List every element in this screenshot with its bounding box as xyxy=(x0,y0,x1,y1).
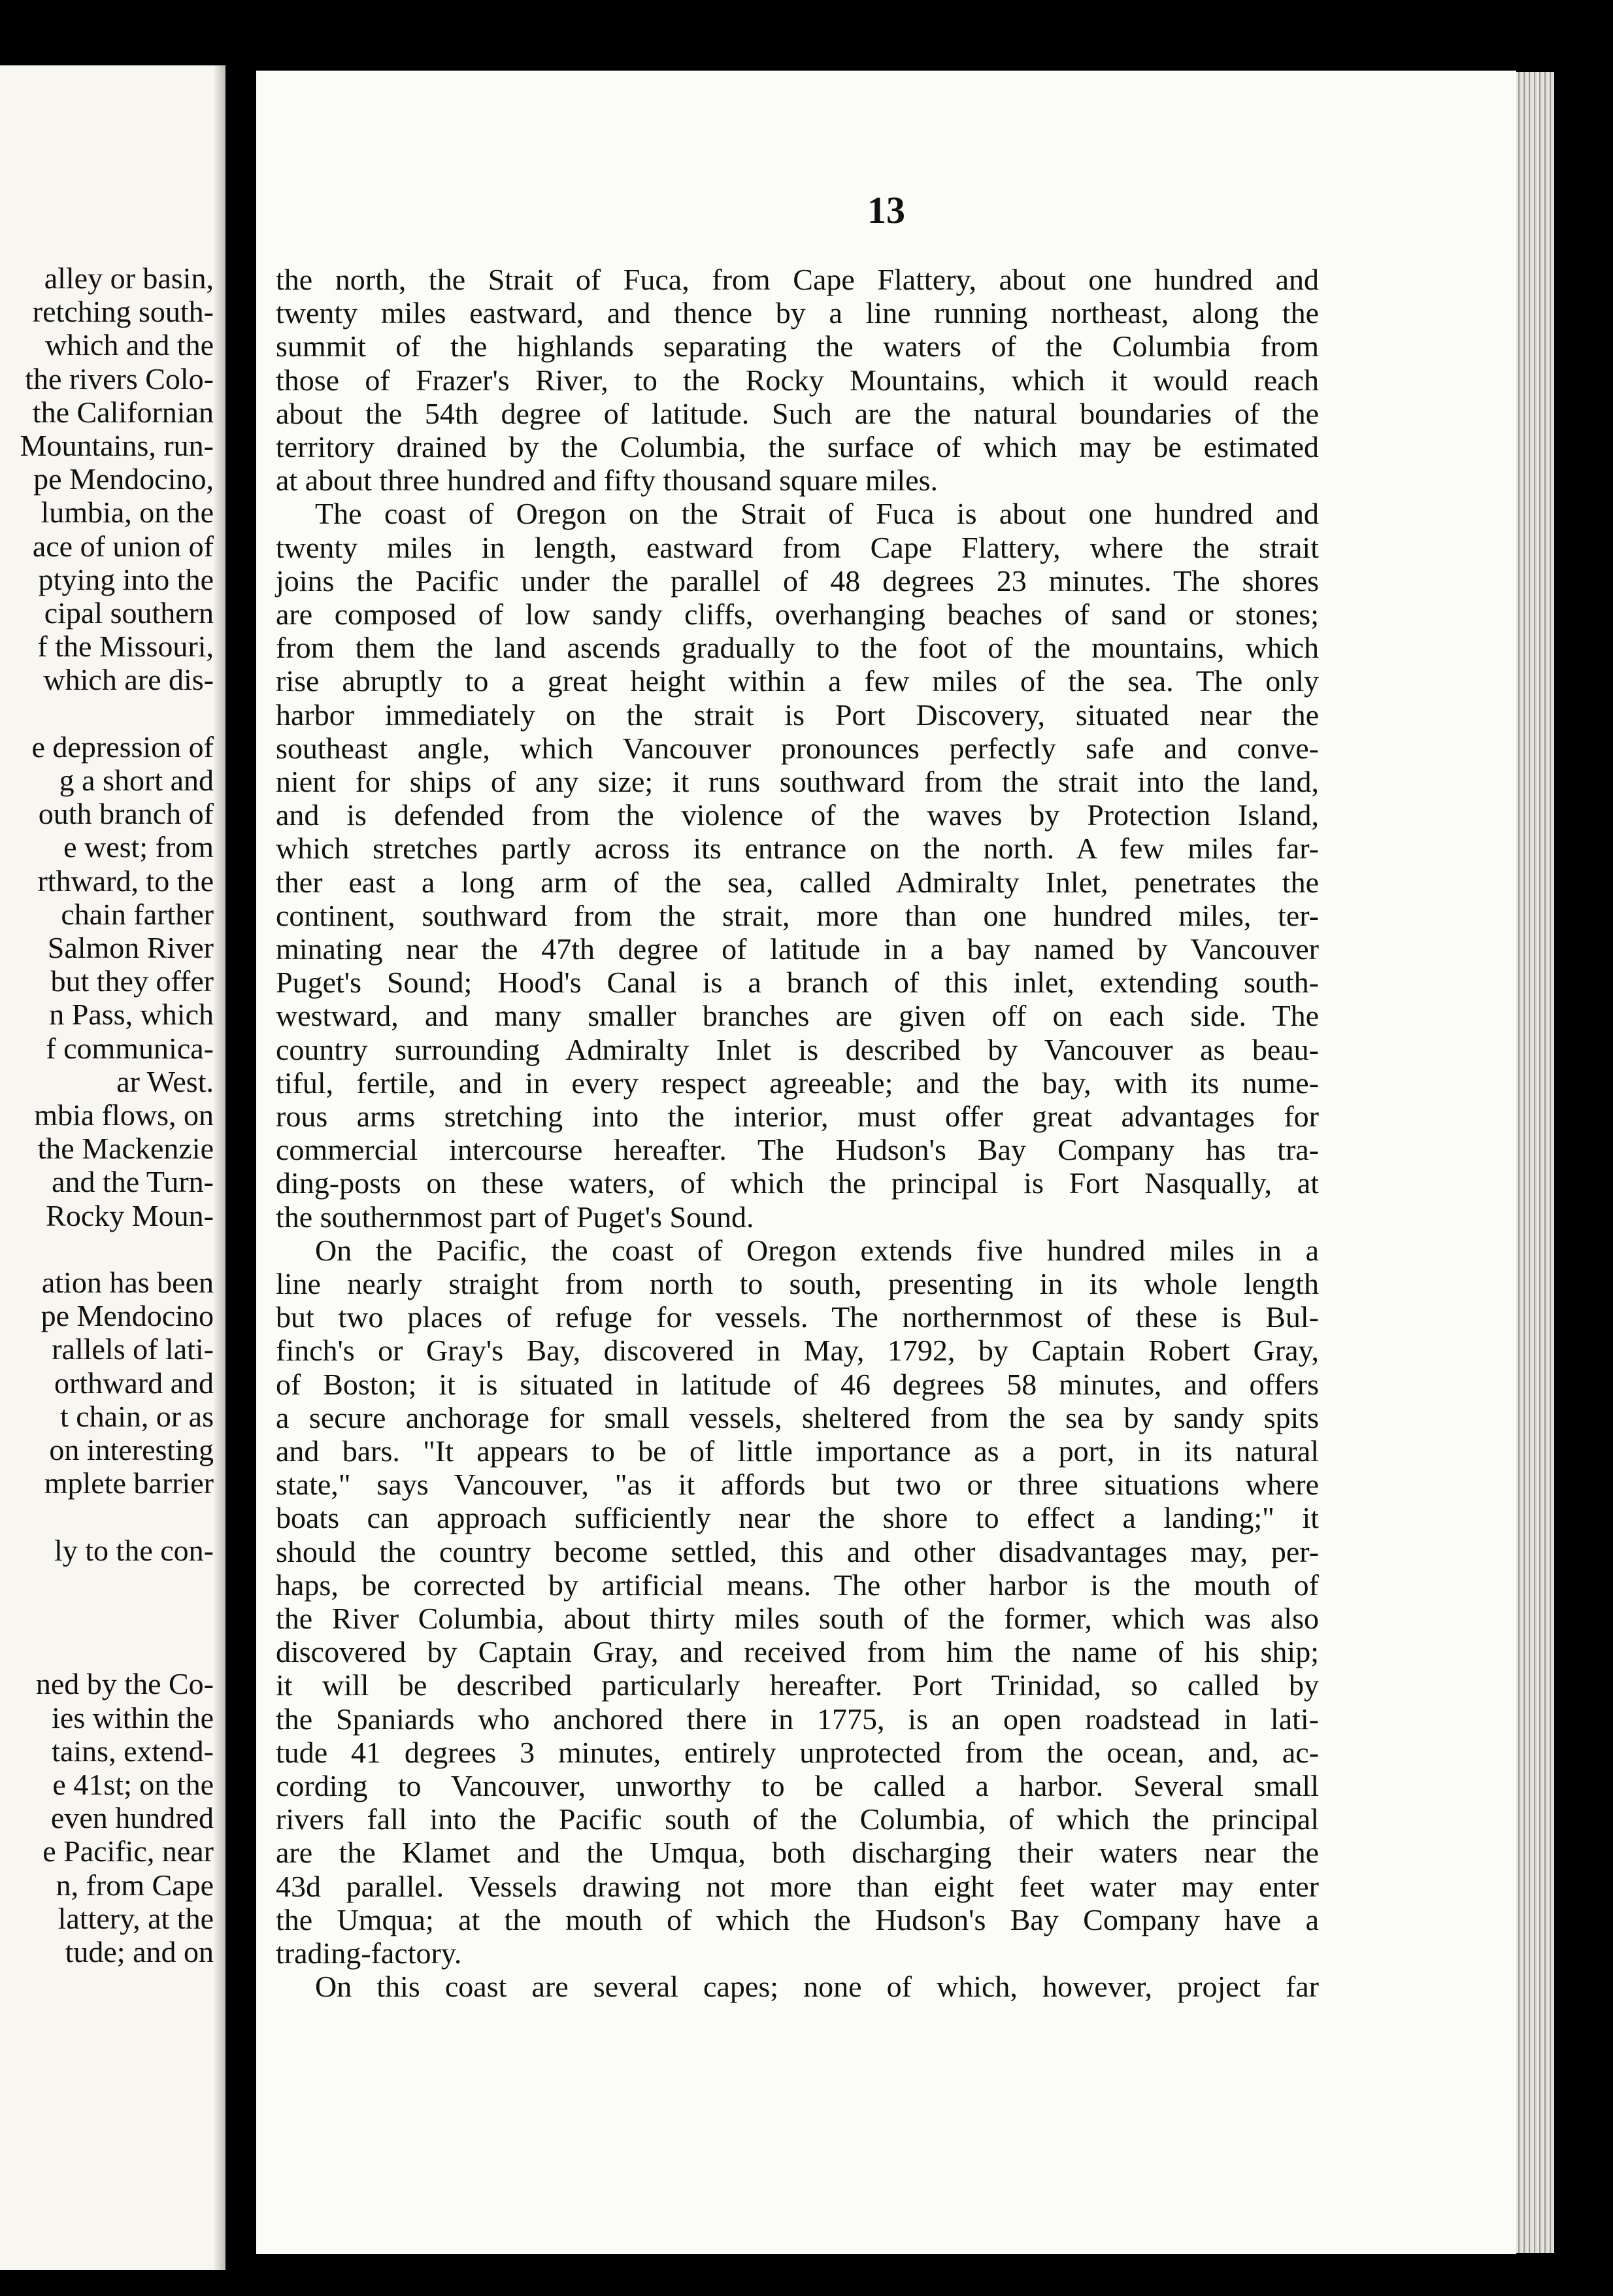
body-text-line: from them the land ascends gradually to the foot of the mountains, which xyxy=(276,631,1319,665)
body-text-line: southeast angle, which Vancouver pronounces perfectly safe and conve- xyxy=(276,731,1319,765)
left-fragment-line: on interesting xyxy=(49,1433,214,1466)
body-text-line: twenty miles in length, eastward from Cape Flattery, where the strait xyxy=(276,530,1319,564)
body-text-line: On the Pacific, the coast of Oregon extends five hundred miles in a xyxy=(315,1233,1319,1267)
left-fragment-line: Salmon River xyxy=(47,931,214,964)
body-text-line: Puget's Sound; Hood's Canal is a branch of this inlet, extending south- xyxy=(276,966,1319,1000)
left-fragment-line: ies within the xyxy=(52,1700,214,1734)
left-fragment-line: e depression of xyxy=(31,730,214,764)
left-fragment-line: orthward and xyxy=(54,1366,214,1400)
body-text-line: On this coast are several capes; none of which, however, project far xyxy=(315,1970,1319,2004)
right-page xyxy=(256,71,1516,2254)
book-gutter xyxy=(214,65,225,2270)
left-fragment-line: n, from Cape xyxy=(56,1868,214,1902)
left-page-fragment xyxy=(0,65,225,2270)
body-text-line: are the Klamet and the Umqua, both discharging their waters near the xyxy=(276,1836,1319,1870)
left-fragment-line: ace of union of xyxy=(32,529,214,563)
body-text-line: haps, be corrected by artificial means. The other harbor is the mouth of xyxy=(276,1568,1319,1602)
left-fragment-line: e 41st; on the xyxy=(52,1768,214,1801)
left-fragment-line: Rocky Moun- xyxy=(46,1198,214,1232)
body-text-line: the River Columbia, about thirty miles south of the former, which was also xyxy=(276,1602,1319,1635)
page-edges xyxy=(1516,72,1554,2253)
body-text-line: line nearly straight from north to south, presenting in its whole length xyxy=(276,1267,1319,1300)
body-text-line: discovered by Captain Gray, and received from him the name of his ship; xyxy=(276,1635,1319,1669)
body-text-line: it will be described particularly hereafter. Port Trinidad, so called by xyxy=(276,1668,1319,1702)
left-fragment-line: the Californian xyxy=(32,395,214,429)
body-text-line: country surrounding Admiralty Inlet is described by Vancouver as beau- xyxy=(276,1032,1319,1066)
left-fragment-line: ptying into the xyxy=(38,562,214,596)
left-fragment-line: tains, extend- xyxy=(52,1734,214,1768)
left-fragment-line: but they offer xyxy=(50,964,214,998)
body-text-line: nient for ships of any size; it runs southward from the strait into the land, xyxy=(276,765,1319,798)
body-text-line: the Spaniards who anchored there in 1775, is an open roadstead in lati- xyxy=(276,1702,1319,1736)
left-fragment-line: chain farther xyxy=(61,897,214,931)
body-text-line: rise abruptly to a great height within a few miles of the sea. The only xyxy=(276,664,1319,698)
left-fragment-line: ation has been xyxy=(41,1266,214,1299)
body-text-line: joins the Pacific under the parallel of 48 degrees 23 minutes. The shores xyxy=(276,564,1319,598)
left-fragment-line: lattery, at the xyxy=(58,1901,214,1935)
body-text-line: those of Frazer's River, to the Rocky Mountains, which it would reach xyxy=(276,363,1319,397)
body-text-line: rivers fall into the Pacific south of the Columbia, of which the principal xyxy=(276,1802,1319,1836)
left-fragment-line: rallels of lati- xyxy=(52,1332,214,1366)
body-text-line: continent, southward from the strait, more than one hundred miles, ter- xyxy=(276,898,1319,932)
left-fragment-line: outh branch of xyxy=(38,797,214,831)
left-fragment-line: e west; from xyxy=(63,830,214,864)
left-fragment-line: pe Mendocino, xyxy=(33,462,214,496)
body-text-line: about the 54th degree of latitude. Such are the natural boundaries of the xyxy=(276,396,1319,430)
body-text-line: are composed of low sandy cliffs, overhanging beaches of sand or stones; xyxy=(276,598,1319,631)
left-fragment-line: which and the xyxy=(44,328,214,362)
left-fragment-line: t chain, or as xyxy=(59,1399,214,1433)
page-number: 13 xyxy=(867,189,905,231)
body-text-line: summit of the highlands separating the waters of the Columbia from xyxy=(276,329,1319,363)
body-text-line: the north, the Strait of Fuca, from Cape Flattery, about one hundred and xyxy=(276,263,1319,296)
body-text-line: cording to Vancouver, unworthy to be called a harbor. Several small xyxy=(276,1769,1319,1802)
body-text-line: twenty miles eastward, and thence by a line running northeast, along the xyxy=(276,296,1319,330)
body-text-line: but two places of refuge for vessels. The northernmost of these is Bul- xyxy=(276,1300,1319,1334)
body-text-line: westward, and many smaller branches are given off on each side. The xyxy=(276,999,1319,1033)
left-fragment-line: e Pacific, near xyxy=(42,1834,214,1868)
left-fragment-line: n Pass, which xyxy=(49,998,214,1032)
left-fragment-line: lumbia, on the xyxy=(41,496,214,530)
left-fragment-line: f the Missouri, xyxy=(37,630,214,664)
body-text-line: and bars. "It appears to be of little importance as a port, in its natural xyxy=(276,1434,1319,1468)
left-fragment-line: f communica- xyxy=(46,1031,214,1065)
left-fragment-line: ly to the con- xyxy=(54,1533,214,1567)
body-text-line: minating near the 47th degree of latitude in a bay named by Vancouver xyxy=(276,932,1319,966)
body-text-line: 43d parallel. Vessels drawing not more than eight feet water may enter xyxy=(276,1869,1319,1903)
left-fragment-line: even hundred xyxy=(50,1801,214,1835)
left-fragment-line: g a short and xyxy=(59,764,214,797)
body-text-line: and is defended from the violence of the waves by Protection Island, xyxy=(276,798,1319,832)
body-text-line: state," says Vancouver, "as it affords but two or three situations where xyxy=(276,1468,1319,1502)
body-text-line: the southernmost part of Puget's Sound. xyxy=(276,1200,754,1234)
left-fragment-line: mbia flows, on xyxy=(34,1098,214,1132)
left-fragment-line: retching south- xyxy=(32,295,214,329)
left-fragment-line: tude; and on xyxy=(65,1935,214,1968)
left-fragment-line: alley or basin, xyxy=(44,262,214,295)
body-text-line: tude 41 degrees 3 minutes, entirely unprotected from the ocean, and, ac- xyxy=(276,1735,1319,1769)
body-text-line: boats can approach sufficiently near the shore to effect a landing;" it xyxy=(276,1501,1319,1535)
left-fragment-line: ned by the Co- xyxy=(35,1667,214,1701)
body-text-line: of Boston; it is situated in latitude of 46 degrees 58 minutes, and offers xyxy=(276,1367,1319,1401)
body-text-line: the Umqua; at the mouth of which the Hudson's Bay Company have a xyxy=(276,1902,1319,1936)
body-text-line: at about three hundred and fifty thousand square miles. xyxy=(276,464,938,498)
left-fragment-line: the rivers Colo- xyxy=(25,362,214,396)
body-text-line: tiful, fertile, and in every respect agreeable; and the bay, with its nume- xyxy=(276,1066,1319,1100)
left-fragment-line: the Mackenzie xyxy=(37,1132,214,1166)
left-fragment-line: mplete barrier xyxy=(44,1466,214,1500)
left-fragment-line: Mountains, run- xyxy=(20,429,214,462)
left-fragment-line: and the Turn- xyxy=(52,1165,214,1199)
body-text-line: should the country become settled, this and other disadvantages may, per- xyxy=(276,1534,1319,1568)
body-text-line: trading-factory. xyxy=(276,1936,462,1970)
body-text-line: commercial intercourse hereafter. The Hudson's Bay Company has tra- xyxy=(276,1133,1319,1167)
body-text-line: territory drained by the Columbia, the surface of which may be estimated xyxy=(276,430,1319,464)
body-text-line: The coast of Oregon on the Strait of Fuca is about one hundred and xyxy=(315,497,1319,531)
left-fragment-line: ar West. xyxy=(116,1064,214,1098)
left-fragment-line: cipal southern xyxy=(44,596,214,630)
body-text-line: harbor immediately on the strait is Port Discovery, situated near the xyxy=(276,698,1319,732)
body-text-line: a secure anchorage for small vessels, sheltered from the sea by sandy spits xyxy=(276,1400,1319,1434)
left-fragment-line: which are dis- xyxy=(43,663,214,697)
left-fragment-line: rthward, to the xyxy=(37,864,214,898)
left-fragment-line: pe Mendocino xyxy=(41,1299,214,1333)
body-text-line: which stretches partly across its entrance on the north. A few miles far- xyxy=(276,832,1319,866)
body-text-line: rous arms stretching into the interior, must offer great advantages for xyxy=(276,1100,1319,1133)
body-text-line: ding-posts on these waters, of which the principal is Fort Nasqually, at xyxy=(276,1166,1319,1200)
body-text-line: finch's or Gray's Bay, discovered in May, 1792, by Captain Robert Gray, xyxy=(276,1334,1319,1368)
body-text-line: ther east a long arm of the sea, called Admiralty Inlet, penetrates the xyxy=(276,865,1319,899)
